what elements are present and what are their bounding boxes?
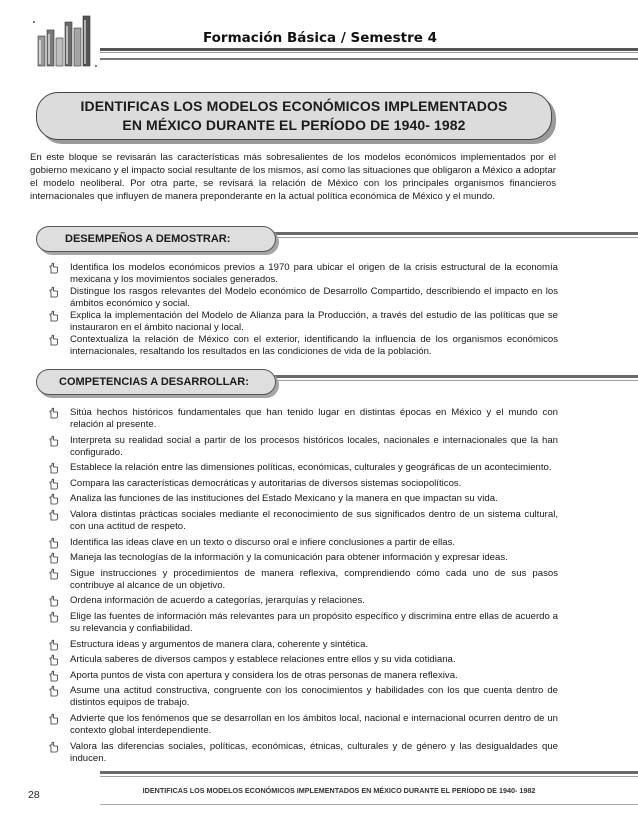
pointing-hand-icon (48, 493, 60, 505)
list-item-text: Establece la relación entre las dimensiones políticas, económicas, culturales y geográficas de un acontecimiento. (70, 462, 552, 474)
pointing-hand-icon (48, 568, 60, 580)
list-item-text: Sigue instrucciones y procedimientos de manera reflexiva, comprendiendo cómo cada uno de sus pasos contribuye al alcance de un objetivo. (70, 567, 558, 591)
list-item (46, 685, 558, 709)
pointing-hand-icon (48, 310, 60, 322)
pointing-hand-icon (48, 595, 60, 607)
pointing-hand-icon (48, 262, 60, 274)
chapter-title-box (36, 92, 552, 140)
list-item (46, 713, 558, 737)
list-item (46, 568, 558, 592)
footer-rule-bottom (100, 804, 638, 805)
list-item-text: Compara las características democráticas y autoritarias de diversos sistemas sociopolíticos. (70, 477, 462, 489)
desempenos-heading-label: DESEMPEÑOS A DEMOSTRAR: (65, 233, 231, 245)
competencias-heading-label: COMPETENCIAS A DESARROLLAR: (59, 376, 249, 388)
list-item-text: Elige las fuentes de información más relevantes para un propósito específico y discrimina entre ellas de acuerdo a su relevancia y confiabilidad. (70, 610, 558, 634)
list-item (46, 509, 558, 533)
pointing-hand-icon (48, 435, 60, 447)
footer-rule (100, 771, 638, 774)
list-item-text: Explica la implementación del Modelo de Alianza para la Producción, a través del estudio de las políticas que se instauraron en el ámbito nacional y local. (70, 310, 558, 333)
section-rule (270, 375, 638, 378)
section-rule-thin (270, 380, 638, 381)
list-item-text: Interpreta su realidad social a partir de los procesos históricos locales, nacionales e internacionales que la han configurado. (70, 434, 558, 458)
pointing-hand-icon (48, 509, 60, 521)
section-rule-thin (270, 237, 638, 238)
list-item-text: Advierte que los fenómenos que se desarrollan en los ámbitos local, nacional e internacional ocurren dentro de un contexto global interdependiente. (70, 712, 558, 736)
pointing-hand-icon (48, 654, 60, 666)
page-number: 28 (28, 789, 40, 801)
pointing-hand-icon (48, 713, 60, 725)
list-item (46, 741, 558, 765)
header-title: Formación Básica / Semestre 4 (202, 30, 437, 46)
list-item-text: Articula saberes de diversos campos y establece relaciones entre ellos y su vida cotidiana. (70, 654, 456, 666)
pointing-hand-icon (48, 478, 60, 490)
list-item (46, 262, 558, 286)
list-item-text: Distingue los rasgos relevantes del Modelo económico de Desarrollo Compartido, describiendo el impacto en los ámbitos económico y social. (70, 286, 558, 309)
list-item (46, 493, 558, 505)
list-item-text: Estructura ideas y argumentos de manera clara, coherente y sintética. (70, 638, 369, 650)
list-item-text: Valora las diferencias sociales, políticas, económicas, étnicas, culturales y de género y las desigualdades que inducen. (70, 740, 558, 764)
pointing-hand-icon (48, 462, 60, 474)
pointing-hand-icon (48, 670, 60, 682)
list-item-text: Asume una actitud constructiva, congruente con los conocimientos y habilidades con los que cuenta dentro de distintos equipos de trabajo. (70, 685, 558, 709)
list-item (46, 310, 558, 334)
list-item (46, 654, 558, 666)
section-rule (270, 232, 638, 235)
footer-running-title: IDENTIFICAS LOS MODELOS ECONÓMICOS IMPLEMENTADOS EN MÉXICO DURANTE EL PERÍODO DE 1940- 1982 (142, 786, 536, 795)
list-item (46, 552, 558, 564)
list-item (46, 462, 558, 474)
list-item-text: Maneja las tecnologías de la información y la comunicación para obtener información y expresar ideas. (70, 552, 508, 564)
pointing-hand-icon (48, 611, 60, 623)
list-item (46, 537, 558, 549)
competencias-list (46, 407, 558, 768)
pointing-hand-icon (48, 537, 60, 549)
list-item-text: Analiza las funciones de las instituciones del Estado Mexicano y la manera en que impactan su vida. (70, 493, 498, 505)
list-item (46, 611, 558, 635)
list-item-text: Identifica las ideas clave en un texto o discurso oral e infiere conclusiones a partir de ellas. (70, 536, 456, 548)
list-item (46, 407, 558, 431)
intro-paragraph: En este bloque se revisarán las características más sobresalientes de los modelos económicos implementados por el gobierno mexicano y el impacto social resultante de los mismos, así como las situaciones que obligaron a México a adoptar el modelo neoliberal. Por otra parte, se revisará la relación de México con los principales organismos financieros internacionales que influyen de manera preponderante en la actual política económica de México y el mundo. (30, 152, 556, 202)
pointing-hand-icon (48, 552, 60, 564)
pointing-hand-icon (48, 407, 60, 419)
list-item-text: Identifica los modelos económicos previos a 1970 para ubicar el origen de la crisis estructural de la economía mexicana y los movimientos sociales generados. (70, 262, 558, 285)
list-item-text: Sitúa hechos históricos fundamentales que han tenido lugar en distintas épocas en México y el mundo con relación al presente. (70, 407, 558, 430)
list-item (46, 286, 558, 310)
list-item (46, 435, 558, 459)
chapter-title-line-1: IDENTIFICAS LOS MODELOS ECONÓMICOS IMPLEMENTADOS (80, 98, 508, 114)
list-item (46, 639, 558, 651)
pointing-hand-icon (48, 334, 60, 346)
list-item-text: Aporta puntos de vista con apertura y considera los de otras personas de manera reflexiva. (70, 669, 458, 681)
header-rule-thin (100, 52, 638, 53)
list-item (46, 478, 558, 490)
list-item-text: Ordena información de acuerdo a categorías, jerarquías y relaciones. (70, 595, 365, 607)
desempenos-list (46, 262, 558, 358)
footer-rule-thin (100, 776, 638, 777)
header-band (100, 58, 638, 60)
desempenos-heading (36, 226, 276, 252)
competencias-heading (36, 369, 276, 395)
chapter-title-line-2: EN MÉXICO DURANTE EL PERÍODO DE 1940- 1982 (122, 117, 466, 133)
list-item (46, 334, 558, 358)
list-item-text: Valora distintas prácticas sociales mediante el reconocimiento de sus significados dentro de un sistema cultural, con una actitud de respeto. (70, 508, 558, 532)
pointing-hand-icon (48, 639, 60, 651)
list-item (46, 670, 558, 682)
header-rule (100, 48, 638, 51)
list-item-text: Contextualiza la relación de México con el exterior, identificando la influencia de los organismos económicos internacionales, resaltando los resultados en las condiciones de vida de la población. (70, 334, 558, 357)
pointing-hand-icon (48, 286, 60, 298)
pointing-hand-icon (48, 741, 60, 753)
list-item (46, 595, 558, 607)
pointing-hand-icon (48, 685, 60, 697)
coins-chart-logo-icon (30, 8, 100, 70)
